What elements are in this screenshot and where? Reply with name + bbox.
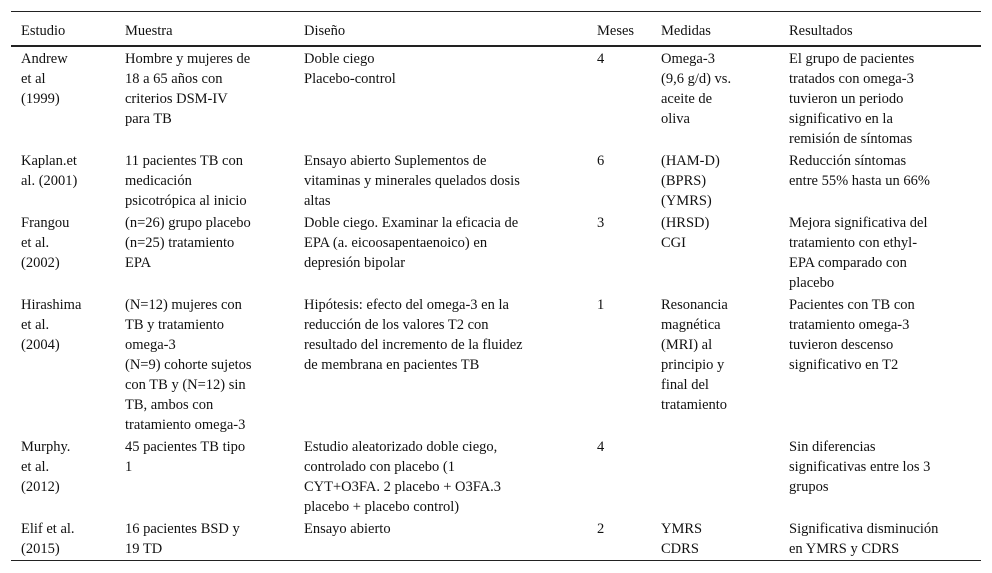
cell-muestra: 11 pacientes TB con medicación psicotrópica al inicio [125,153,247,209]
cell-medidas: Resonancia magnética (MRI) al principio y final del tratamiento [661,297,728,413]
cell-diseno: Hipótesis: efecto del omega-3 en la reducción de los valores T2 con resultado del incremento de la fluidez de membrana en pacientes TB [304,297,523,373]
cell-medidas [651,436,779,518]
header-row [11,12,981,47]
studies-table-container [11,11,981,561]
cell-diseno: Ensayo abierto Suplementos de vitaminas y minerales quelados dosis altas [304,153,520,209]
cell-muestra: 16 pacientes BSD y 19 TD [125,521,240,557]
cell-muestra: Hombre y mujeres de 18 a 65 años con criterios DSM-IV para TB [125,51,251,127]
header-diseno: Diseño [304,22,346,39]
cell-medidas: (HRSD) CGI [661,215,710,251]
cell-muestra: (N=12) mujeres con TB y tratamiento omega-3 (N=9) cohorte sujetos con TB y (N=12) sin TB, ambos con tratamiento omega-3 [125,297,252,433]
cell-resultados: Sin diferencias significativas entre los 3 grupos [789,439,931,495]
cell-resultados: Pacientes con TB con tratamiento omega-3 tuvieron descenso significativo en T2 [789,297,915,373]
cell-meses: 1 [597,297,605,313]
cell-muestra: (n=26) grupo placebo (n=25) tratamiento EPA [125,215,251,271]
cell-resultados: Reducción síntomas entre 55% hasta un 66% [789,153,930,189]
table-row [11,436,981,518]
header-muestra: Muestra [125,22,173,39]
cell-meses: 4 [597,439,605,455]
header-estudio: Estudio [21,22,66,39]
cell-estudio: Frangou et al. (2002) [21,215,70,271]
cell-muestra: 45 pacientes TB tipo 1 [125,439,246,475]
cell-meses: 2 [597,521,605,537]
table-body [11,46,981,561]
table-row [11,46,981,150]
cell-diseno: Doble ciego Placebo-control [304,51,396,87]
cell-diseno: Ensayo abierto [304,521,391,537]
cell-meses: 6 [597,153,605,169]
table-row [11,294,981,436]
header-meses: Meses [597,22,635,39]
table-row [11,150,981,212]
cell-estudio: Andrew et al (1999) [21,51,68,107]
header-resultados: Resultados [789,22,853,39]
table-row [11,518,981,561]
cell-estudio: Kaplan.et al. (2001) [21,153,78,189]
cell-medidas: YMRS CDRS [661,521,703,557]
table-header [11,12,981,47]
cell-medidas: Omega-3 (9,6 g/d) vs. aceite de oliva [661,51,732,127]
cell-resultados: Significativa disminución en YMRS y CDRS [789,521,939,557]
table-row [11,212,981,294]
studies-table [11,11,981,561]
cell-meses: 4 [597,51,605,67]
cell-resultados: El grupo de pacientes tratados con omega-3 tuvieron un periodo significativo en la remisión de síntomas [789,51,915,147]
header-medidas: Medidas [661,22,711,39]
cell-estudio: Hirashima et al. (2004) [21,297,82,353]
cell-meses: 3 [597,215,605,231]
cell-diseno: Estudio aleatorizado doble ciego, controlado con placebo (1 CYT+O3FA. 2 placebo + O3FA.3 placebo + placebo control) [304,439,502,515]
cell-diseno: Doble ciego. Examinar la eficacia de EPA (a. eicoosapentaenoico) en depresión bipolar [304,215,519,271]
cell-resultados: Mejora significativa del tratamiento con ethyl- EPA comparado con placebo [789,215,928,291]
cell-estudio: Elif et al. (2015) [21,521,75,557]
cell-estudio: Murphy. et al. (2012) [21,439,71,495]
cell-medidas: (HAM-D) (BPRS) (YMRS) [661,153,720,209]
